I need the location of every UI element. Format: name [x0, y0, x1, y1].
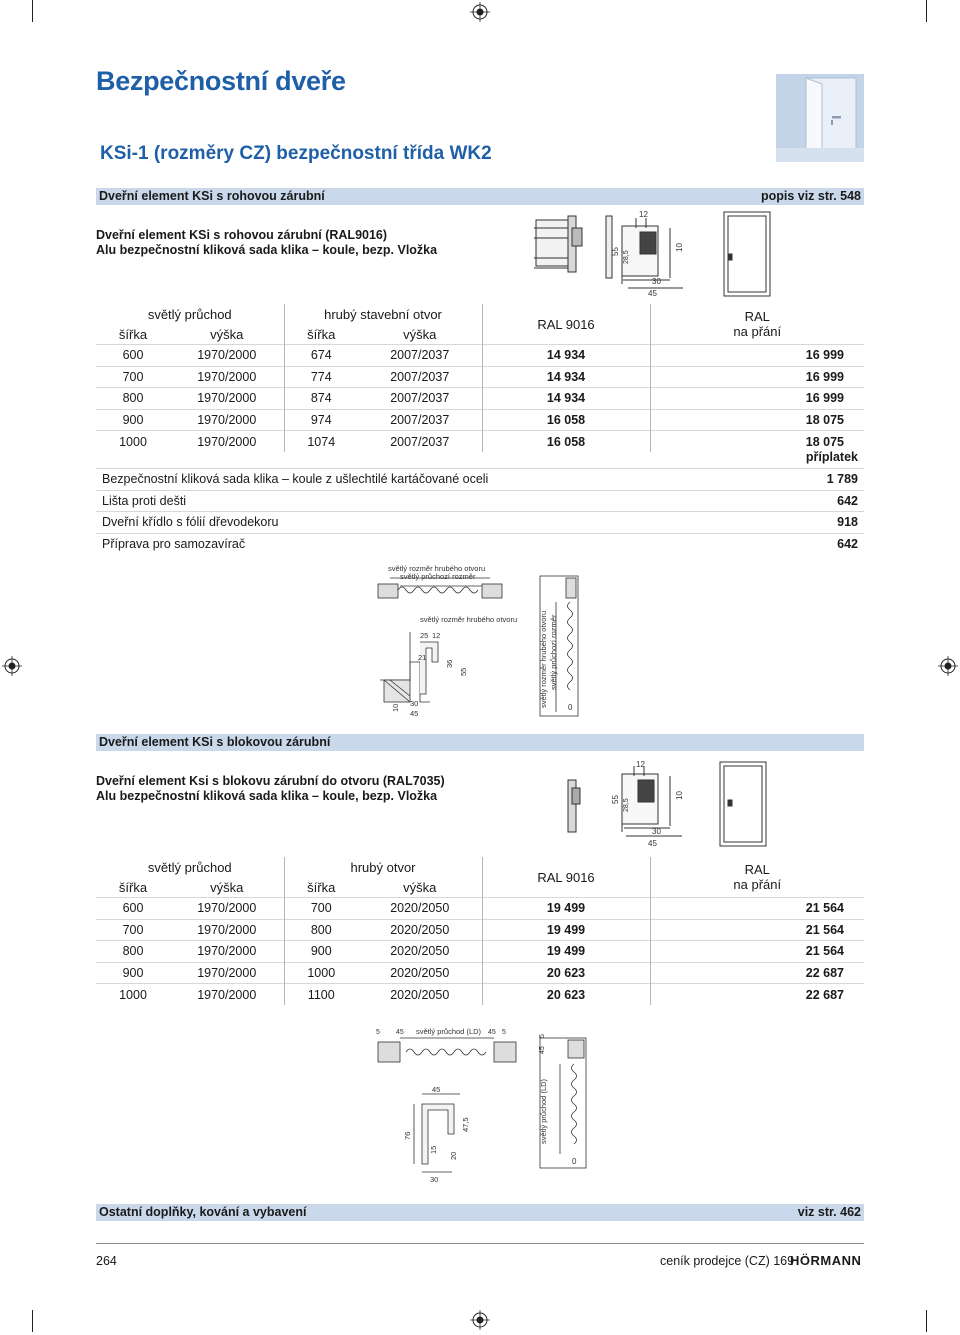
registration-mark-bottom — [470, 1310, 490, 1335]
dim-label: 45 — [410, 709, 419, 718]
table-row — [96, 388, 864, 410]
cell: 1000 — [284, 962, 358, 984]
block-frame-drawing — [540, 758, 770, 850]
price-cell: 20 623 — [482, 984, 650, 1005]
extra-name: Dveřní křídlo s fólií dřevodekoru — [102, 515, 279, 530]
dim-label: 45 — [396, 1029, 404, 1036]
price-cell: 22 687 — [650, 984, 864, 1005]
dim-label: 5 — [502, 1029, 506, 1036]
page-subtitle: KSi-1 (rozměry CZ) bezpečnostní třída WK2 — [100, 143, 492, 164]
dim-label: 47,5 — [461, 1117, 470, 1132]
table-row — [96, 431, 864, 452]
cell: 1970/2000 — [170, 919, 284, 941]
dim-label: 0 — [568, 703, 573, 712]
crop-mark — [32, 1310, 33, 1332]
extra-price: 642 — [837, 536, 858, 551]
dim-label: 30 — [430, 1175, 439, 1184]
cell: 1100 — [284, 984, 358, 1005]
extra-item — [96, 533, 864, 555]
table-row — [96, 962, 864, 984]
price-cell: 14 934 — [482, 366, 650, 388]
table-row — [96, 919, 864, 941]
header-sirka: šířka — [284, 877, 358, 898]
catalog-label: ceník prodejce (CZ) 169 — [660, 1254, 795, 1268]
table-row — [96, 984, 864, 1005]
price-cell: 16 999 — [650, 366, 864, 388]
price-cell: 16 058 — [482, 431, 650, 452]
price-cell: 16 999 — [650, 345, 864, 367]
cell: 900 — [284, 941, 358, 963]
dim-label: 30 — [652, 827, 661, 836]
cell: 1970/2000 — [170, 409, 284, 431]
crosshair-icon — [2, 656, 22, 676]
cell: 1000 — [96, 984, 170, 1005]
technical-drawing-blokova — [374, 1024, 604, 1189]
dim-label: 12 — [636, 760, 645, 769]
dim-label: 45 — [432, 1085, 441, 1094]
dim-label: 5 — [376, 1029, 380, 1036]
header-ral: RAL — [744, 309, 770, 324]
cell: 700 — [96, 366, 170, 388]
price-cell: 16 999 — [650, 388, 864, 410]
extra-price: 918 — [837, 515, 858, 530]
header-ral9016: RAL 9016 — [482, 304, 650, 345]
table-row — [96, 345, 864, 367]
dim-label: 21 — [418, 653, 427, 662]
crosshair-icon — [470, 2, 490, 22]
cell: 2007/2037 — [358, 345, 482, 367]
page-title: Bezpečnostní dveře — [96, 66, 346, 96]
price-table-blokova — [96, 857, 864, 1005]
price-cell: 19 499 — [482, 919, 650, 941]
dim-label: 25 — [420, 631, 429, 640]
cell: 674 — [284, 345, 358, 367]
cell: 1000 — [96, 431, 170, 452]
dim-label: 45 — [648, 839, 657, 848]
section-bar-rohova — [96, 188, 864, 205]
cell: 600 — [96, 898, 170, 920]
dim-label: světlý průchozí rozměr — [549, 614, 558, 690]
extra-item — [96, 490, 864, 512]
cell: 700 — [284, 898, 358, 920]
dim-label: světlý rozměr hrubého otvoru — [420, 615, 518, 624]
header-vyska: výška — [403, 326, 437, 342]
cell: 2020/2050 — [358, 984, 482, 1005]
header-group-otvor: hrubý stavební otvor — [284, 304, 482, 324]
price-cell: 18 075 — [650, 431, 864, 452]
registration-mark-top — [470, 2, 490, 27]
dim-label: 45 — [648, 289, 657, 298]
price-cell: 19 499 — [482, 898, 650, 920]
extra-price: 1 789 — [826, 472, 858, 486]
cell: 1970/2000 — [170, 345, 284, 367]
cell: 2020/2050 — [358, 898, 482, 920]
dim-label: 30 — [652, 277, 661, 286]
dim-label: 55 — [611, 247, 620, 256]
registration-mark-left — [2, 656, 22, 681]
dim-label: světlý průchod (LD) — [416, 1027, 482, 1036]
extra-item — [96, 511, 864, 533]
header-na-prani: na přání — [733, 877, 782, 892]
price-cell: 21 564 — [650, 919, 864, 941]
reference-link[interactable]: popis viz str. 548 — [760, 189, 861, 203]
section-drawing — [370, 562, 600, 722]
cell: 2007/2037 — [358, 366, 482, 388]
cell: 900 — [96, 962, 170, 984]
footer-rule — [96, 1243, 864, 1244]
price-cell: 21 564 — [650, 941, 864, 963]
dim-label: 15 — [429, 1145, 438, 1154]
price-cell: 18 075 — [650, 409, 864, 431]
dim-label: 30 — [410, 699, 419, 708]
table-row — [96, 898, 864, 920]
product-description — [96, 228, 437, 258]
dim-label: 76 — [403, 1131, 412, 1140]
dim-label: světlý průchod (LD) — [539, 1078, 548, 1144]
cell: 1970/2000 — [170, 366, 284, 388]
section-title: Dveřní element KSi s blokovou zárubní — [99, 735, 331, 749]
cell: 2020/2050 — [358, 962, 482, 984]
dim-label: 10 — [675, 791, 684, 800]
header-na-prani: na přání — [733, 324, 782, 339]
extra-name: Příprava pro samozavírač — [102, 536, 246, 551]
price-cell: 14 934 — [482, 345, 650, 367]
dim-label: světlý rozměr hrubého otvoru — [539, 610, 548, 708]
dim-label: 10 — [675, 243, 684, 252]
extra-price: 642 — [837, 493, 858, 508]
cell: 874 — [284, 388, 358, 410]
cell: 1970/2000 — [170, 431, 284, 452]
brand-logo: HÖRMANN — [790, 1253, 862, 1268]
cell: 2007/2037 — [358, 409, 482, 431]
cell: 800 — [284, 919, 358, 941]
cell: 2020/2050 — [358, 919, 482, 941]
description-line: Alu bezpečnostní kliková sada klika – koule, bezp. Vložka — [96, 789, 438, 803]
price-cell: 19 499 — [482, 941, 650, 963]
crop-mark — [926, 1310, 927, 1332]
header-group-otvor: hrubý otvor — [284, 857, 482, 877]
header-sirka: šířka — [118, 326, 148, 342]
cell: 800 — [96, 388, 170, 410]
price-cell: 22 687 — [650, 962, 864, 984]
cell: 1970/2000 — [170, 962, 284, 984]
cell: 974 — [284, 409, 358, 431]
section-drawing — [374, 1024, 604, 1184]
dim-label: 0 — [572, 1157, 577, 1166]
header-group-pruchod: světlý průchod — [147, 859, 232, 875]
technical-drawing-rohova — [370, 562, 600, 727]
cell: 2007/2037 — [358, 388, 482, 410]
door-thumbnail — [776, 74, 864, 162]
section-title: Dveřní element KSi s rohovou zárubní — [99, 189, 325, 203]
cell: 1970/2000 — [170, 941, 284, 963]
cell: 1074 — [284, 431, 358, 452]
crosshair-icon — [938, 656, 958, 676]
extras-list — [96, 468, 864, 554]
dim-label: 55 — [611, 795, 620, 804]
dim-label: 45 — [539, 1046, 546, 1054]
crop-mark — [32, 0, 33, 22]
cell: 600 — [96, 345, 170, 367]
header-ral-custom — [650, 304, 864, 345]
dim-label: 12 — [432, 631, 441, 640]
priplatek-label: příplatek — [805, 450, 858, 464]
cell: 2007/2037 — [358, 431, 482, 452]
cell: 800 — [96, 941, 170, 963]
cell: 1970/2000 — [170, 984, 284, 1005]
header-sirka: šířka — [118, 879, 148, 895]
header-vyska: výška — [210, 326, 244, 342]
page-number: 264 — [96, 1254, 117, 1268]
crosshair-icon — [470, 1310, 490, 1330]
cell: 2020/2050 — [358, 941, 482, 963]
header-ral9016: RAL 9016 — [482, 857, 650, 898]
header-vyska: výška — [210, 879, 244, 895]
product-description — [96, 774, 445, 804]
dim-label: 55 — [459, 667, 468, 676]
description-line: Dveřní element KSi s rohovou zárubní (RAL9016) — [96, 228, 388, 242]
dim-label: 5 — [539, 1034, 546, 1038]
section-bar-doplnky — [96, 1204, 864, 1221]
table-row — [96, 409, 864, 431]
dim-label: 28,5 — [623, 250, 630, 264]
registration-mark-right — [938, 656, 958, 681]
frame-profile-drawing — [528, 208, 868, 305]
dim-label: 45 — [488, 1029, 496, 1036]
section-title: Ostatní doplňky, kování a vybavení — [99, 1205, 307, 1219]
cell: 774 — [284, 366, 358, 388]
header-group-pruchod: světlý průchod — [147, 306, 232, 322]
frame-profile-drawing — [540, 758, 770, 855]
dim-label: 28,5 — [623, 798, 630, 812]
dim-label: 10 — [391, 703, 400, 712]
extra-name: Lišta proti dešti — [102, 493, 187, 508]
dim-label: světlý průchozí rozměr — [400, 572, 476, 581]
table-row — [96, 366, 864, 388]
crop-mark — [926, 0, 927, 22]
price-cell: 14 934 — [482, 388, 650, 410]
door-icon — [776, 74, 864, 162]
table-row — [96, 941, 864, 963]
cell: 900 — [96, 409, 170, 431]
cell: 700 — [96, 919, 170, 941]
extra-name: Bezpečnostní kliková sada klika – koule z ušlechtilé kartáčované oceli — [102, 472, 489, 486]
price-cell: 20 623 — [482, 962, 650, 984]
price-table-rohova — [96, 304, 864, 452]
dim-label: 20 — [449, 1151, 458, 1160]
header-ral-custom — [650, 857, 864, 898]
header-ral: RAL — [744, 862, 770, 877]
price-cell: 21 564 — [650, 898, 864, 920]
header-sirka: šířka — [284, 324, 358, 345]
extra-item — [96, 468, 864, 490]
dim-label: 12 — [639, 210, 648, 219]
dim-label: 36 — [445, 659, 454, 668]
cell: 1970/2000 — [170, 388, 284, 410]
corner-frame-drawing — [528, 208, 868, 300]
reference-link[interactable]: viz str. 462 — [797, 1205, 861, 1219]
section-bar-blokova — [96, 734, 864, 751]
header-vyska: výška — [403, 879, 437, 895]
cell: 1970/2000 — [170, 898, 284, 920]
dim-label: světlý rozměr hrubého otvoru — [388, 564, 486, 573]
description-line: Dveřní element Ksi s blokovu zárubní do otvoru (RAL7035) — [96, 774, 445, 788]
description-line: Alu bezpečnostní kliková sada klika – koule, bezp. Vložka — [96, 243, 438, 257]
price-cell: 16 058 — [482, 409, 650, 431]
